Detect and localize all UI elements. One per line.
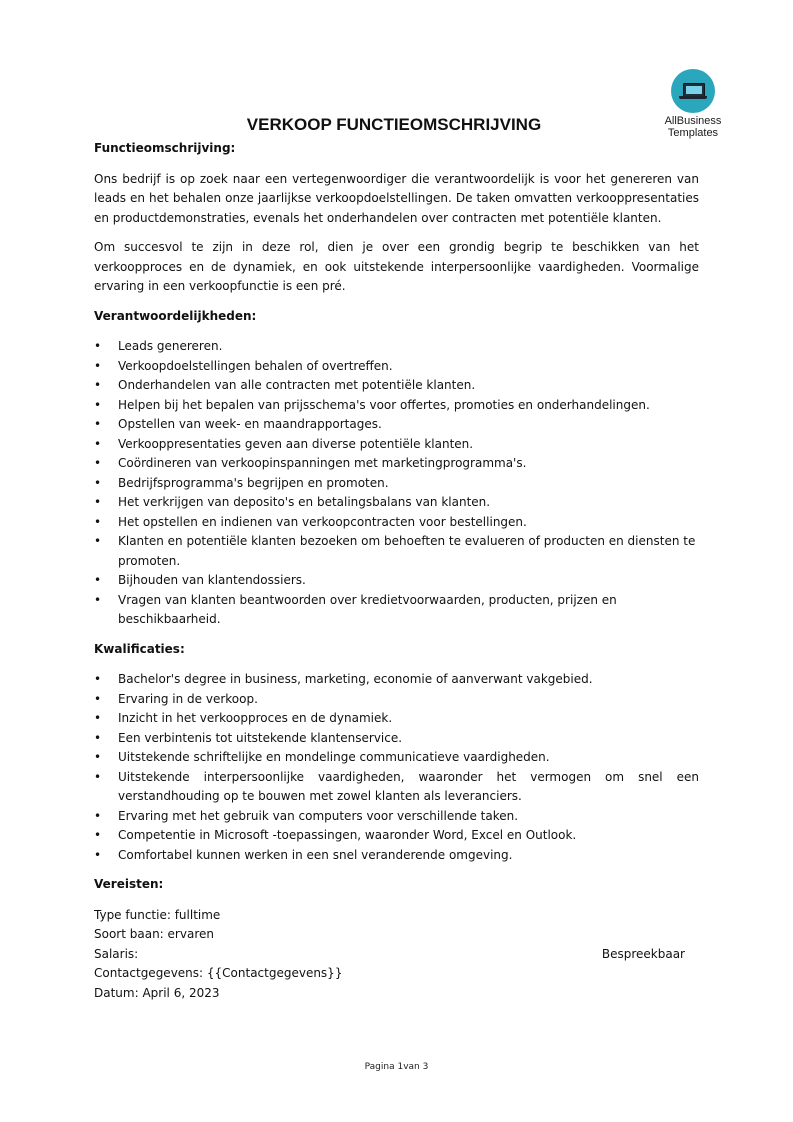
list-item: • Comfortabel kunnen werken in een snel veranderende omgeving. xyxy=(94,846,699,866)
document-date: Datum: April 6, 2023 xyxy=(94,985,220,1000)
list-item: • Het verkrijgen van deposito's en betalingsbalans van klanten. xyxy=(94,493,699,513)
description-paragraph: Om succesvol te zijn in deze rol, dien je over een grondig begrip te beschikken van het verkoopproces en de dynamiek, en ook uitstekende interpersoonlijke vaardigheden. Voormalige ervaring in een verkoopfunctie is een pré. xyxy=(94,240,699,293)
document-title: VERKOOP FUNCTIEOMSCHRIJVING xyxy=(246,115,542,134)
list-item: • Bijhouden van klantendossiers. xyxy=(94,571,699,591)
salary-label: Salaris: xyxy=(94,946,139,961)
description-heading: Functieomschrijving: xyxy=(94,141,236,155)
laptop-icon xyxy=(671,69,715,113)
requirements-block xyxy=(94,906,699,1004)
qualifications-heading: Kwalificaties: xyxy=(94,641,185,656)
logo-line-1: AllBusiness xyxy=(664,115,722,127)
list-item: • Ervaring met het gebruik van computers voor verschillende taken. xyxy=(94,807,699,827)
list-item: • Uitstekende interpersoonlijke vaardigheden, waaronder het vermogen om snel een verstandhouding op te bouwen met zowel klanten als leveranciers. xyxy=(94,768,699,807)
list-item: • Inzicht in het verkoopproces en de dynamiek. xyxy=(94,709,699,729)
list-item: • Coördineren van verkoopinspanningen met marketingprogramma's. xyxy=(94,454,699,474)
list-item: • Onderhandelen van alle contracten met potentiële klanten. xyxy=(94,376,699,396)
list-item: • Leads genereren. xyxy=(94,337,699,357)
list-item: • Bedrijfsprogramma's begrijpen en promoten. xyxy=(94,474,699,494)
job-kind: Soort baan: ervaren xyxy=(94,927,214,941)
list-item: • Vragen van klanten beantwoorden over kredietvoorwaarden, producten, prijzen en beschikbaarheid. xyxy=(94,591,699,630)
requirements-heading: Vereisten: xyxy=(94,877,164,891)
list-item: • Bachelor's degree in business, marketing, economie of aanverwant vakgebied. xyxy=(94,670,699,690)
salary-row xyxy=(94,945,699,965)
list-item: • Verkoopdoelstellingen behalen of overtreffen. xyxy=(94,357,699,377)
list-item: • Klanten en potentiële klanten bezoeken om behoeften te evalueren of producten en diensten te promoten. xyxy=(94,532,699,571)
document-body xyxy=(94,139,699,1003)
list-item: • Opstellen van week- en maandrapportages. xyxy=(94,415,699,435)
list-item: • Helpen bij het bepalen van prijsschema's voor offertes, promoties en onderhandelingen. xyxy=(94,396,699,416)
list-item: • Competentie in Microsoft -toepassingen, waaronder Word, Excel en Outlook. xyxy=(94,826,699,846)
list-item: • Uitstekende schriftelijke en mondelinge communicatieve vaardigheden. xyxy=(94,748,699,768)
contact-info: Contactgegevens: {{Contactgegevens}} xyxy=(94,966,343,980)
description-paragraph: Ons bedrijf is op zoek naar een vertegenwoordiger die verantwoordelijk is voor het genereren van leads en het behalen onze jaarlijkse verkoopdoelstellingen. De taken omvatten verkooppresentaties en productdemonstraties, evenals het onderhandelen over contracten met potentiële klanten. xyxy=(94,171,699,225)
list-item: • Een verbintenis tot uitstekende klantenservice. xyxy=(94,729,699,749)
logo-line-2: Templates xyxy=(667,127,719,139)
responsibilities-heading: Verantwoordelijkheden: xyxy=(94,308,257,323)
list-item: • Verkooppresentaties geven aan diverse potentiële klanten. xyxy=(94,435,699,455)
qualifications-list xyxy=(94,670,699,865)
responsibilities-list xyxy=(94,337,699,630)
page-footer: Pagina 1van 3 xyxy=(364,1062,429,1072)
list-item: • Ervaring in de verkoop. xyxy=(94,690,699,710)
job-type: Type functie: fulltime xyxy=(94,907,221,922)
list-item: • Het opstellen en indienen van verkoopcontracten voor bestellingen. xyxy=(94,513,699,533)
salary-value: Bespreekbaar xyxy=(601,946,685,961)
